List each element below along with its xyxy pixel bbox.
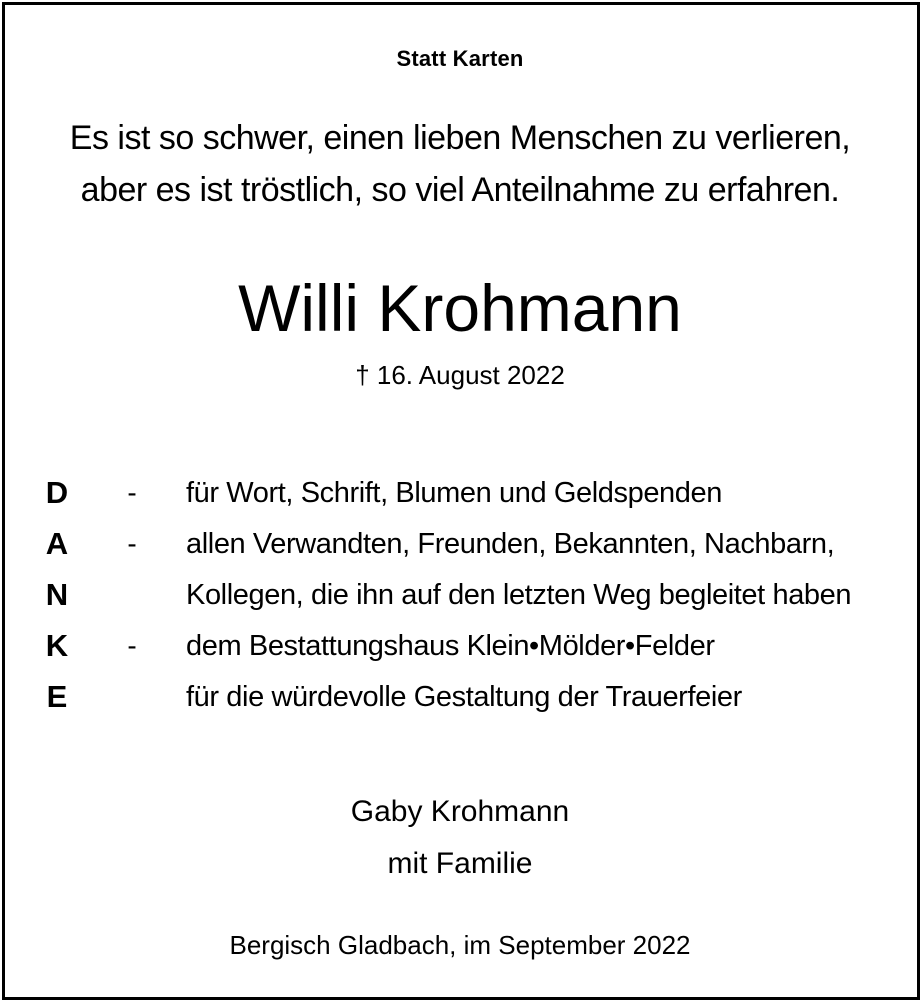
danke-letter: K bbox=[45, 628, 69, 663]
danke-letter: N bbox=[45, 577, 69, 612]
header-statt-karten: Statt Karten bbox=[396, 46, 524, 71]
danke-acrostic bbox=[40, 473, 900, 728]
danke-letter: E bbox=[46, 679, 68, 714]
signature-family: mit Familie bbox=[387, 847, 533, 880]
danke-row bbox=[40, 473, 900, 524]
danke-row bbox=[40, 677, 900, 728]
danke-text: Kollegen, die ihn auf den letzten Weg begleitet haben bbox=[186, 579, 852, 611]
danke-text: für die würdevolle Gestaltung der Trauerfeier bbox=[186, 681, 742, 713]
danke-text: dem Bestattungshaus Klein•Mölder•Felder bbox=[186, 630, 715, 662]
place-and-date: Bergisch Gladbach, im September 2022 bbox=[229, 930, 691, 960]
danke-row bbox=[40, 524, 900, 575]
danke-dash: - bbox=[127, 528, 137, 559]
quote bbox=[0, 112, 920, 216]
quote-line-2: aber es ist tröstlich, so viel Anteilnahme zu erfahren. bbox=[80, 171, 840, 209]
deceased-name: Willi Krohmann bbox=[238, 271, 682, 345]
danke-dash: - bbox=[127, 477, 137, 508]
danke-letter: D bbox=[45, 475, 69, 510]
danke-row bbox=[40, 626, 900, 677]
quote-line-1: Es ist so schwer, einen lieben Menschen zu verlieren, bbox=[69, 119, 851, 157]
signature-name: Gaby Krohmann bbox=[350, 795, 570, 828]
danke-dash: - bbox=[127, 630, 137, 661]
signature bbox=[0, 786, 920, 890]
death-date: † 16. August 2022 bbox=[355, 360, 565, 390]
danke-text: für Wort, Schrift, Blumen und Geldspenden bbox=[186, 477, 722, 509]
danke-letter: A bbox=[45, 526, 69, 561]
danke-text: allen Verwandten, Freunden, Bekannten, Nachbarn, bbox=[186, 528, 835, 560]
danke-row bbox=[40, 575, 900, 626]
